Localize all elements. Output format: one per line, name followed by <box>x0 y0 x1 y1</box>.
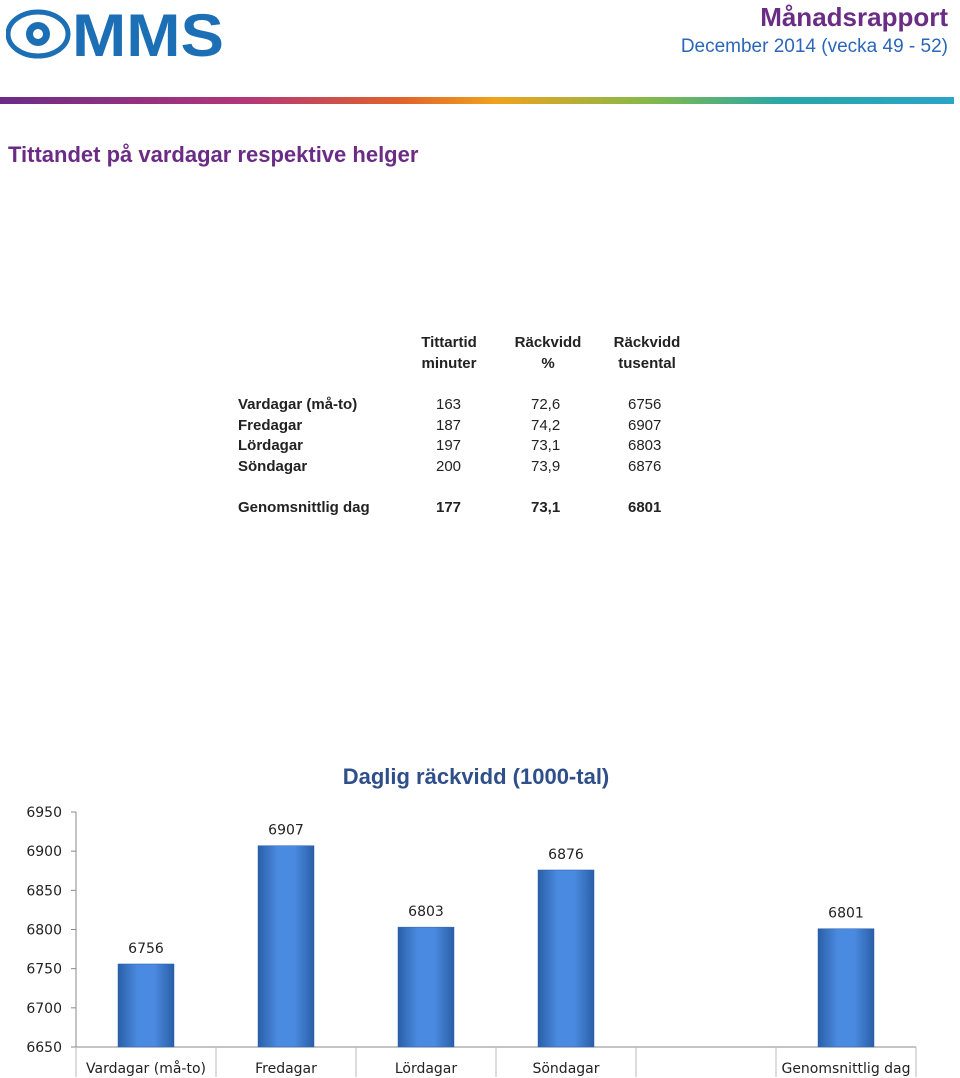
data-label: 6876 <box>548 846 584 863</box>
x-tick-label: Söndagar <box>532 1061 600 1077</box>
row-label: Lördagar <box>238 437 304 454</box>
data-label: 6803 <box>408 904 444 921</box>
table-cell: 6803 <box>628 437 662 454</box>
column-header: Räckvidd <box>613 334 681 351</box>
row-label: Vardagar (må-to) <box>238 396 358 413</box>
table-cell: 73,9 <box>531 458 561 475</box>
logo-text: MMS <box>72 8 224 60</box>
table-cell: 6756 <box>628 396 662 413</box>
table-cell: 200 <box>436 458 462 475</box>
data-label: 6756 <box>128 940 164 957</box>
bar <box>818 929 874 1047</box>
y-tick-label: 6700 <box>26 1000 62 1017</box>
summary-cell: 6801 <box>628 499 662 516</box>
table-cell: 6907 <box>628 417 662 434</box>
table-cell: 6876 <box>628 458 662 475</box>
table-cell: 197 <box>436 437 462 454</box>
column-header: Räckvidd <box>514 334 582 351</box>
section-title: Tittandet på vardagar respektive helger <box>8 142 419 167</box>
x-tick-label: Genomsnittlig dag <box>781 1061 911 1077</box>
column-header-unit: minuter <box>421 355 477 372</box>
data-label: 6801 <box>828 905 864 922</box>
column-header: Tittartid <box>421 334 477 351</box>
row-label: Söndagar <box>238 458 308 475</box>
x-tick-label: Lördagar <box>394 1061 458 1077</box>
bar <box>258 846 314 1047</box>
report-period: December 2014 (vecka 49 - 52) <box>680 36 948 57</box>
table-cell: 74,2 <box>531 417 561 434</box>
y-tick-label: 6650 <box>26 1040 62 1056</box>
chart-title: Daglig räckvidd (1000-tal) <box>342 764 610 789</box>
column-header-unit: % <box>541 355 555 372</box>
report-title: Månadsrapport <box>760 2 948 32</box>
y-tick-label: 6800 <box>26 922 62 939</box>
summary-row-label: Genomsnittlig dag <box>238 499 370 516</box>
column-header-unit: tusental <box>618 355 676 372</box>
y-tick-label: 6750 <box>26 961 62 978</box>
table-cell: 72,6 <box>531 396 561 413</box>
bar <box>398 927 454 1047</box>
x-tick-label: Fredagar <box>255 1061 317 1077</box>
summary-cell: 177 <box>436 499 462 516</box>
x-tick-label: Vardagar (må-to) <box>86 1061 206 1077</box>
summary-cell: 73,1 <box>531 499 561 516</box>
data-label: 6907 <box>268 822 304 839</box>
table-cell: 187 <box>436 417 462 434</box>
y-tick-label: 6850 <box>26 883 62 900</box>
y-tick-label: 6900 <box>26 844 62 861</box>
bar <box>118 964 174 1047</box>
table-cell: 163 <box>436 396 462 413</box>
table-cell: 73,1 <box>531 437 561 454</box>
bar <box>538 870 594 1047</box>
row-label: Fredagar <box>238 417 303 434</box>
y-tick-label: 6950 <box>26 805 62 821</box>
